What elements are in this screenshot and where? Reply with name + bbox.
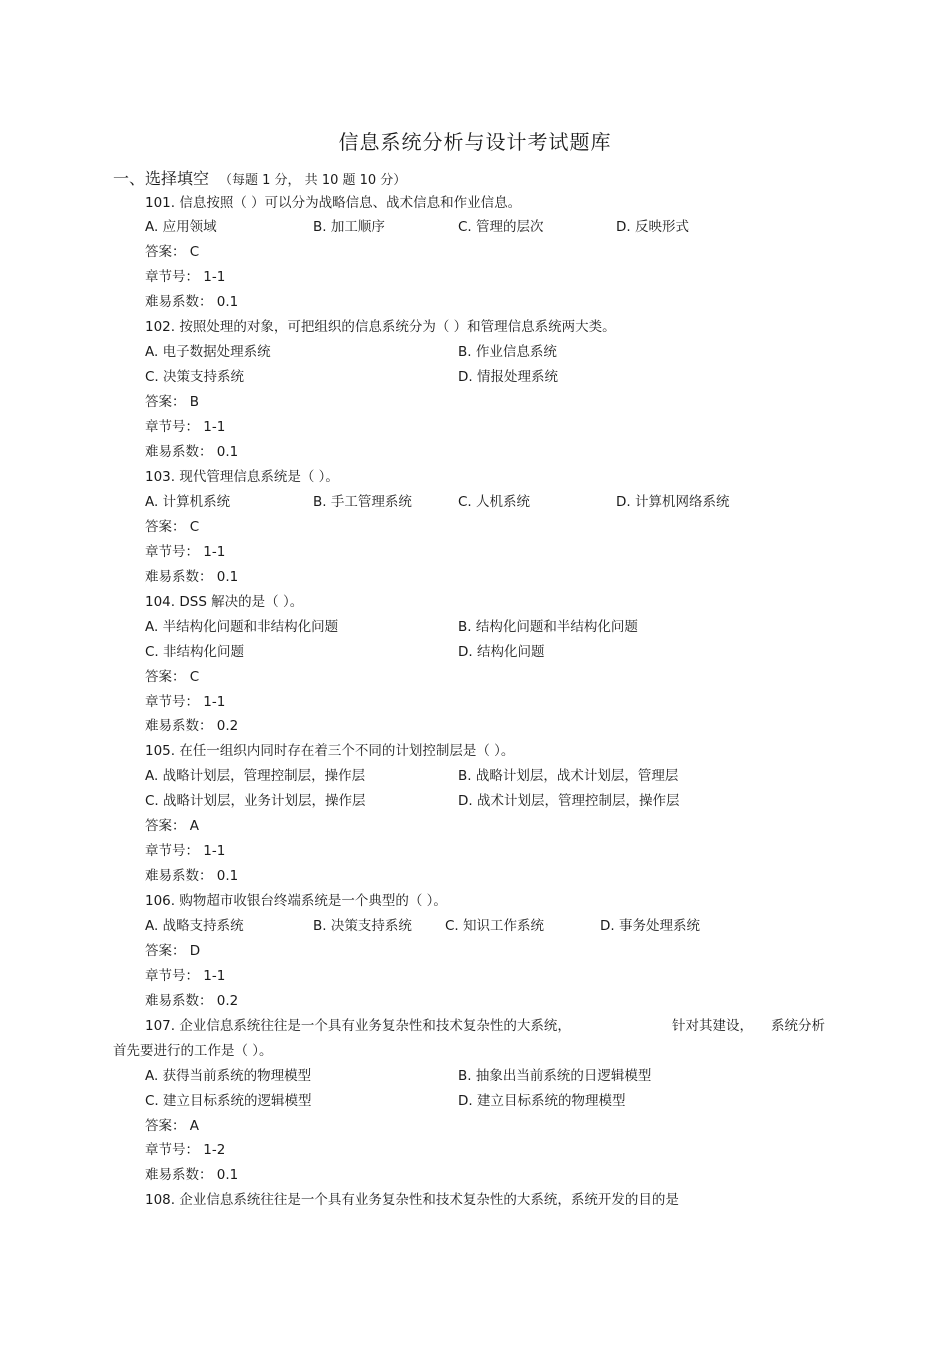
question-stem: 105. 在任一组织内同时存在着三个不同的计划控制层是（ ）。 [145,743,515,759]
question-stem: 101. 信息按照（ ）可以分为战略信息、战术信息和作业信息。 [145,195,522,211]
answer: 答案： C [145,519,200,535]
option-d: D. 建立目标系统的物理模型 [458,1093,626,1109]
option-b: B. 手工管理系统 [313,494,412,510]
question-stem: 107. 企业信息系统往往是一个具有业务复杂性和技术复杂性的大系统， [145,1018,571,1034]
answer: 答案： B [145,394,200,410]
question-stem-continuation: 首先要进行的工作是（ ）。 [113,1043,273,1059]
option-b: B. 结构化问题和半结构化问题 [458,619,638,635]
difficulty: 难易系数： 0.1 [145,444,239,460]
question-stem-part: 针对其建设， [672,1018,753,1034]
option-c: C. 建立目标系统的逻辑模型 [145,1093,312,1109]
option-d: D. 反映形式 [616,219,689,235]
option-a: A. 战略计划层，管理控制层，操作层 [145,768,366,784]
difficulty: 难易系数： 0.1 [145,569,239,585]
option-c: C. 战略计划层，业务计划层，操作层 [145,793,366,809]
option-c: C. 决策支持系统 [145,369,245,385]
option-b: B. 作业信息系统 [458,344,557,360]
option-c: C. 知识工作系统 [445,918,545,934]
chapter-number: 章节号： 1-1 [145,419,226,435]
option-c: C. 人机系统 [458,494,531,510]
option-a: A. 应用领域 [145,219,217,235]
difficulty: 难易系数： 0.1 [145,294,239,310]
chapter-number: 章节号： 1-1 [145,843,226,859]
question-stem: 103. 现代管理信息系统是（ ）。 [145,469,339,485]
answer: 答案： D [145,943,201,959]
question-stem-part: 系统分析 [771,1018,825,1034]
answer: 答案： C [145,244,200,260]
option-a: A. 计算机系统 [145,494,231,510]
difficulty: 难易系数： 0.1 [145,1167,239,1183]
chapter-number: 章节号： 1-1 [145,694,226,710]
option-c: C. 非结构化问题 [145,644,245,660]
option-d: D. 战术计划层，管理控制层，操作层 [458,793,680,809]
chapter-number: 章节号： 1-1 [145,269,226,285]
option-a: A. 战略支持系统 [145,918,244,934]
difficulty: 难易系数： 0.2 [145,993,239,1009]
option-d: D. 事务处理系统 [600,918,700,934]
question-stem: 108. 企业信息系统往往是一个具有业务复杂性和技术复杂性的大系统，系统开发的目的是 [145,1192,679,1208]
option-a: A. 半结构化问题和非结构化问题 [145,619,339,635]
option-d: D. 情报处理系统 [458,369,558,385]
chapter-number: 章节号： 1-1 [145,544,226,560]
option-b: B. 决策支持系统 [313,918,412,934]
question-stem: 104. DSS 解决的是（ ）。 [145,594,304,610]
chapter-number: 章节号： 1-1 [145,968,226,984]
answer: 答案： C [145,669,200,685]
answer: 答案： A [145,1118,200,1134]
difficulty: 难易系数： 0.1 [145,868,239,884]
question-stem: 102. 按照处理的对象，可把组织的信息系统分为（ ）和管理信息系统两大类。 [145,319,616,335]
option-d: D. 计算机网络系统 [616,494,730,510]
option-b: B. 加工顺序 [313,219,385,235]
option-d: D. 结构化问题 [458,644,545,660]
chapter-number: 章节号： 1-2 [145,1142,226,1158]
option-a: A. 电子数据处理系统 [145,344,271,360]
question-stem: 106. 购物超市收银台终端系统是一个典型的（ ）。 [145,893,447,909]
section-heading-text: 一、选择填空 [113,169,210,188]
option-a: A. 获得当前系统的物理模型 [145,1068,312,1084]
difficulty: 难易系数： 0.2 [145,718,239,734]
option-c: C. 管理的层次 [458,219,544,235]
section-heading [113,167,406,193]
answer: 答案： A [145,818,200,834]
section-note: （每题 1 分， 共 10 题 10 分） [219,173,407,188]
page-title: 信息系统分析与设计考试题库 [338,130,612,154]
option-b: B. 抽象出当前系统的日逻辑模型 [458,1068,652,1084]
option-b: B. 战略计划层，战术计划层，管理层 [458,768,679,784]
